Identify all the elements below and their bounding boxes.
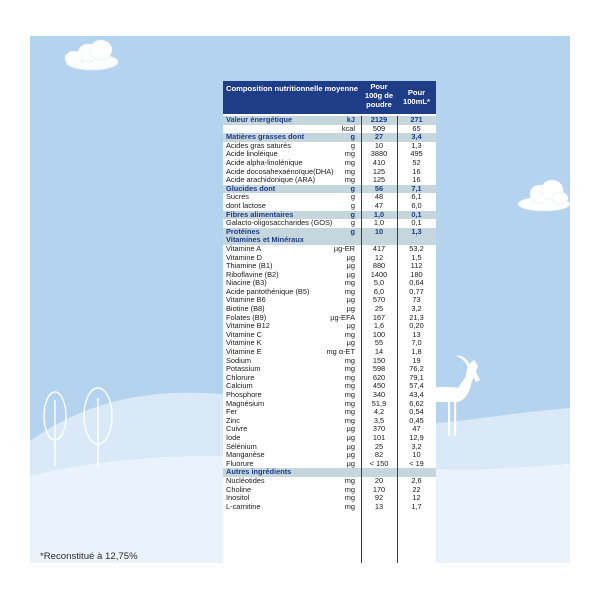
value-per-100ml: 180 <box>410 269 423 279</box>
nutrient-name: Fluorure <box>226 458 254 468</box>
unit-cell: µg <box>346 304 355 314</box>
unit-cell: mg <box>344 372 355 382</box>
value-per-100g: 55 <box>374 338 384 348</box>
table-row <box>223 486 436 495</box>
unit-cell: g <box>350 200 355 210</box>
value-per-100g: 410 <box>372 157 386 167</box>
value-per-100g: 27 <box>374 132 384 142</box>
table-row <box>223 417 436 426</box>
value-per-100ml: 112 <box>410 261 423 271</box>
nutrient-name: Vitamine K <box>226 338 262 348</box>
nutrient-name: Acide docosahexaénoïque(DHA) <box>226 166 334 176</box>
table-row <box>223 400 436 409</box>
unit-cell: µg <box>346 338 355 348</box>
unit-cell: mg <box>344 493 355 503</box>
nutrient-name: Magnésium <box>226 398 265 408</box>
value-per-100ml: 79,1 <box>409 372 424 382</box>
value-per-100g: < 150 <box>369 458 389 468</box>
value-per-100ml: 0,77 <box>409 286 424 296</box>
nutrient-name: Niacine (B3) <box>226 278 267 288</box>
table-header <box>223 81 436 114</box>
table-row <box>223 348 436 357</box>
unit-cell: mg <box>344 407 355 417</box>
nutrient-name: Cuivre <box>226 424 248 434</box>
value-per-100ml: 1,3 <box>411 226 422 236</box>
unit-cell: mg <box>344 175 355 185</box>
unit-cell: g <box>350 140 355 150</box>
value-per-100ml: 73 <box>412 295 421 305</box>
nutrient-name: Choline <box>226 484 252 494</box>
value-per-100g: 10 <box>374 140 384 150</box>
nutrient-name: Vitamines et Minéraux <box>226 235 304 245</box>
unit-cell: µg <box>346 252 355 262</box>
value-per-100ml: 495 <box>410 149 423 159</box>
footnote: *Reconstitué à 12,75% <box>40 551 138 562</box>
section-row <box>223 116 436 125</box>
table-row <box>223 374 436 383</box>
cloud-left-icon <box>65 40 118 70</box>
unit-cell: mg <box>344 157 355 167</box>
value-per-100g: 125 <box>372 166 386 176</box>
value-per-100g: 25 <box>374 441 384 451</box>
value-per-100g: 620 <box>372 372 386 382</box>
nutrient-name: Chlorure <box>226 372 255 382</box>
value-per-100g: 170 <box>372 484 386 494</box>
nutrient-name: dont lactose <box>226 200 266 210</box>
value-per-100ml: 65 <box>412 123 421 133</box>
nutrient-name: Sodium <box>226 355 252 365</box>
value-per-100ml: 12 <box>412 493 421 503</box>
unit-cell: g <box>350 192 355 202</box>
nutrient-name: Acide pantothénique (B5) <box>226 286 310 296</box>
value-per-100ml: 6,0 <box>411 200 422 210</box>
value-per-100g: 100 <box>372 329 386 339</box>
column-divider <box>361 116 362 563</box>
value-per-100ml: 12,9 <box>409 432 424 442</box>
value-per-100ml: 3,2 <box>411 441 422 451</box>
table-row <box>223 503 436 512</box>
value-per-100g: 1,6 <box>373 321 385 331</box>
unit-cell: µg <box>346 441 355 451</box>
value-per-100ml: 19 <box>412 355 421 365</box>
nutrient-name: Fibres alimentaires <box>226 209 294 219</box>
value-per-100g: 2129 <box>370 115 388 124</box>
value-per-100g: 47 <box>374 200 384 210</box>
unit-cell: mg <box>344 149 355 159</box>
value-per-100ml: 53,2 <box>409 243 424 253</box>
value-per-100g: 150 <box>372 355 386 365</box>
value-per-100g: 598 <box>372 364 386 374</box>
value-per-100ml: 0,20 <box>409 321 424 331</box>
nutrient-name: Riboflavine (B2) <box>226 269 279 279</box>
unit-cell: g <box>350 209 355 219</box>
nutrient-name: Vitamine B12 <box>226 321 270 331</box>
unit-cell: µg <box>346 269 355 279</box>
value-per-100ml: 1,7 <box>411 501 422 511</box>
unit-cell: µg <box>346 321 355 331</box>
value-per-100g: 1,0 <box>373 209 385 219</box>
nutrient-name: Inositol <box>226 493 250 503</box>
value-per-100ml: 1,5 <box>411 252 422 262</box>
nutrient-name: Glucides dont <box>226 183 276 193</box>
value-per-100g: 509 <box>372 123 386 133</box>
nutrient-name: Iode <box>226 432 241 442</box>
value-per-100g: 13 <box>374 501 384 511</box>
value-per-100g: 340 <box>372 390 386 399</box>
unit-cell: µg <box>346 261 355 271</box>
nutrient-name: Sélénium <box>226 441 257 451</box>
value-per-100ml: 52 <box>412 157 421 167</box>
unit-cell: g <box>350 218 355 228</box>
nutrient-name: Phosphore <box>226 390 262 399</box>
value-per-100ml: 1,3 <box>411 140 422 150</box>
unit-cell: mg <box>344 286 355 296</box>
value-per-100g: 417 <box>372 243 386 253</box>
nutrient-name: Calcium <box>226 381 253 391</box>
unit-cell: mg <box>344 355 355 365</box>
unit-cell: kcal <box>341 123 355 133</box>
unit-cell: µg <box>346 432 355 442</box>
unit-cell: mg <box>344 398 355 408</box>
value-per-100ml: 0,54 <box>409 407 424 417</box>
table-row <box>223 451 436 460</box>
value-per-100ml: < 19 <box>409 458 424 468</box>
value-per-100ml: 0,1 <box>411 209 422 219</box>
nutrient-name: Matières grasses dont <box>226 132 305 142</box>
nutrient-name: Zinc <box>226 415 240 425</box>
nutrient-name: Acide alpha-linolénique <box>226 157 303 167</box>
nutrition-table <box>223 81 436 563</box>
cloud-right-icon <box>518 180 570 211</box>
value-per-100g: 14 <box>374 347 384 357</box>
table-body <box>223 116 436 511</box>
value-per-100ml: 13 <box>412 329 421 339</box>
nutrient-name: Biotine (B8) <box>226 304 265 314</box>
nutrient-name: Valeur énergétique <box>226 115 293 124</box>
unit-cell: mg <box>344 390 355 399</box>
value-per-100ml: 0,64 <box>409 278 424 288</box>
value-per-100g: 56 <box>374 183 384 193</box>
nutrient-name: L-carnitine <box>226 501 261 511</box>
unit-cell: g <box>350 226 355 236</box>
value-per-100ml: 6,62 <box>409 398 424 408</box>
value-per-100g: 880 <box>372 261 386 271</box>
unit-cell: g <box>350 132 355 142</box>
value-per-100ml: 2,6 <box>411 475 422 485</box>
unit-cell: mg <box>344 381 355 391</box>
unit-cell: mg <box>344 329 355 339</box>
nutrient-name: Folates (B9) <box>226 312 267 322</box>
value-per-100ml: 271 <box>410 115 423 124</box>
nutrient-name: Vitamine B6 <box>226 295 266 305</box>
nutrient-name: Acide arachidonique (ARA) <box>226 175 316 185</box>
nutrient-name: Acide linoléique <box>226 149 278 159</box>
nutrient-name: Vitamine C <box>226 329 263 339</box>
value-per-100g: 3,5 <box>373 415 385 425</box>
value-per-100g: 92 <box>374 493 384 503</box>
unit-cell: mg <box>344 278 355 288</box>
value-per-100g: 51,9 <box>371 398 387 408</box>
value-per-100g: 3880 <box>370 149 388 159</box>
value-per-100g: 4,2 <box>373 407 385 417</box>
value-per-100g: 82 <box>374 450 384 460</box>
value-per-100ml: 47 <box>412 424 421 434</box>
nutrient-name: Potassium <box>226 364 261 374</box>
table-row <box>223 477 436 486</box>
nutrient-name: Sucres <box>226 192 250 202</box>
nutrient-name: Protéines <box>226 226 260 236</box>
value-per-100g: 25 <box>374 304 384 314</box>
header-per-100ml: Pour 100mL* <box>402 88 431 106</box>
unit-cell: µg <box>346 424 355 434</box>
value-per-100g: 1,0 <box>373 218 385 228</box>
unit-cell: µg <box>346 450 355 460</box>
value-per-100ml: 3,4 <box>411 132 422 142</box>
unit-cell: µg-ER <box>333 243 355 253</box>
unit-cell: mg <box>344 166 355 176</box>
unit-cell: g <box>350 183 355 193</box>
value-per-100g: 6,0 <box>373 286 385 296</box>
value-per-100ml: 1,8 <box>411 347 422 357</box>
value-per-100g: 5,0 <box>373 278 385 288</box>
nutrient-name: Autres ingrédients <box>226 467 292 477</box>
header-per-100g: Pour 100g de poudre <box>364 82 394 109</box>
unit-cell: mg <box>344 415 355 425</box>
value-per-100ml: 10 <box>412 450 421 460</box>
value-per-100g: 570 <box>372 295 386 305</box>
value-per-100ml: 3,2 <box>411 304 422 314</box>
nutrient-name: Thiamine (B1) <box>226 261 273 271</box>
value-per-100ml: 16 <box>412 166 421 176</box>
value-per-100ml: 22 <box>412 484 421 494</box>
value-per-100g: 48 <box>374 192 384 202</box>
nutrient-name: Vitamine E <box>226 347 262 357</box>
value-per-100ml: 0,1 <box>411 218 422 228</box>
section-row <box>223 185 436 194</box>
value-per-100ml: 16 <box>412 175 421 185</box>
nutrient-name: Galacto-oligosaccharides (GOS) <box>226 218 333 228</box>
header-composition: Composition nutritionnelle moyenne <box>225 84 359 93</box>
unit-cell: kJ <box>346 115 355 124</box>
value-per-100ml: 43,4 <box>409 390 424 399</box>
value-per-100ml: 6,1 <box>411 192 422 202</box>
table-row <box>223 408 436 417</box>
nutrient-name: Nucléotides <box>226 475 265 485</box>
unit-cell: mg <box>344 475 355 485</box>
nutrient-name: Vitamine D <box>226 252 263 262</box>
unit-cell: µg <box>346 295 355 305</box>
background-scene <box>30 36 570 563</box>
value-per-100g: 10 <box>374 226 384 236</box>
nutrient-name: Acides gras saturés <box>226 140 291 150</box>
nutrient-name: Manganèse <box>226 450 265 460</box>
value-per-100ml: 76,2 <box>409 364 424 374</box>
value-per-100ml: 57,4 <box>409 381 424 391</box>
table-row <box>223 425 436 434</box>
column-divider <box>397 116 398 563</box>
value-per-100ml: 21,3 <box>409 312 424 322</box>
value-per-100g: 20 <box>374 475 384 485</box>
unit-cell: mg <box>344 484 355 494</box>
value-per-100g: 450 <box>372 381 386 391</box>
value-per-100g: 101 <box>372 432 386 442</box>
unit-cell: µg-EFA <box>330 312 355 322</box>
value-per-100g: 1400 <box>370 269 388 279</box>
value-per-100ml: 7,1 <box>411 183 422 193</box>
unit-cell: mg <box>344 501 355 511</box>
value-per-100ml: 0,45 <box>409 415 424 425</box>
value-per-100g: 167 <box>372 312 386 322</box>
table-row <box>223 365 436 374</box>
value-per-100ml: 7,0 <box>411 338 422 348</box>
nutrient-name: Vitamine A <box>226 243 262 253</box>
value-per-100g: 12 <box>374 252 384 262</box>
value-per-100g: 125 <box>372 175 386 185</box>
value-per-100g: 370 <box>372 424 386 434</box>
unit-cell: mg α-ET <box>326 347 355 357</box>
unit-cell: mg <box>344 364 355 374</box>
unit-cell: µg <box>346 458 355 468</box>
nutrient-name: Fer <box>226 407 238 417</box>
